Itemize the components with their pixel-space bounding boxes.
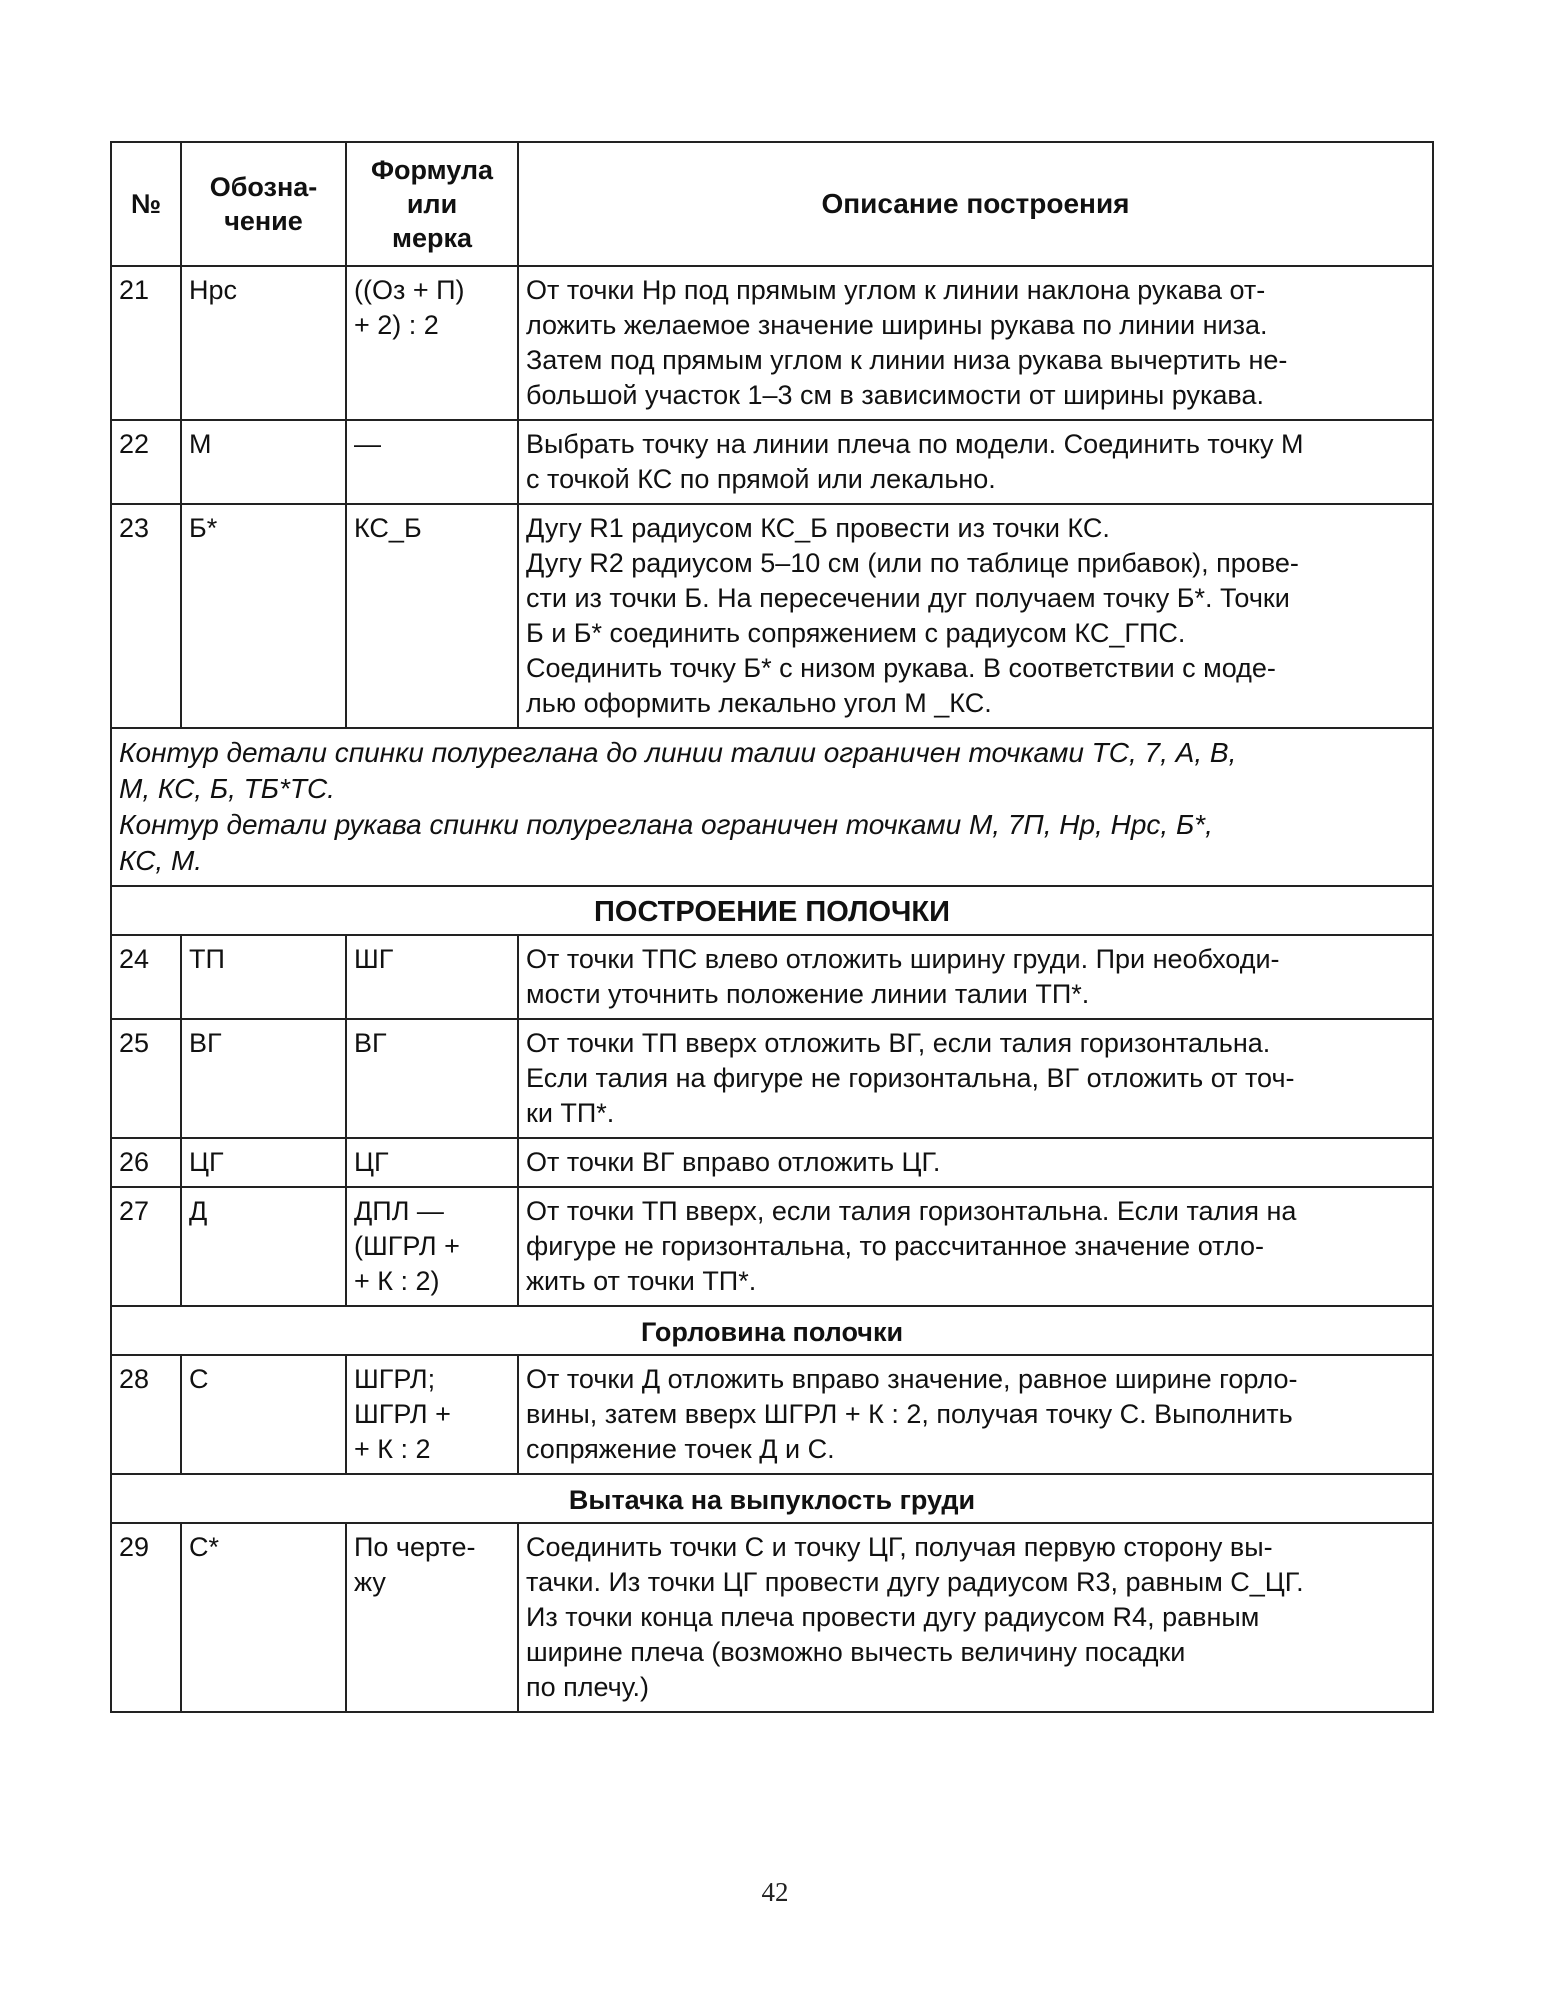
section-heading-front: ПОСТРОЕНИЕ ПОЛОЧКИ — [111, 886, 1433, 935]
section-row — [111, 1474, 1433, 1523]
row-num: 22 — [111, 420, 181, 504]
table-row — [111, 1138, 1433, 1187]
row-designation: С* — [181, 1523, 346, 1712]
row-designation: М — [181, 420, 346, 504]
row-formula: ШГ — [346, 935, 518, 1019]
row-num: 23 — [111, 504, 181, 728]
construction-table — [110, 141, 1434, 1713]
row-designation: Д — [181, 1187, 346, 1306]
contour-note: Контур детали спинки полуреглана до линии талии ограничен точками ТС, 7, А, В, М, КС, Б, ТБ*ТС. Контур детали рукава спинки полуреглана ограничен точками М, 7П, Нр, Нрс, Б*, КС, М. — [111, 728, 1433, 886]
contour-note-row — [111, 728, 1433, 886]
table-row — [111, 266, 1433, 420]
row-designation: Нрс — [181, 266, 346, 420]
table-row — [111, 935, 1433, 1019]
table-header-row — [111, 142, 1433, 266]
row-num: 21 — [111, 266, 181, 420]
row-formula: ШГРЛ; ШГРЛ + + К : 2 — [346, 1355, 518, 1474]
row-designation: ВГ — [181, 1019, 346, 1138]
row-description: Дугу R1 радиусом КС_Б провести из точки КС. Дугу R2 радиусом 5–10 см (или по таблице прибавок), прове- сти из точки Б. На пересечении дуг получаем точку Б*. Точки Б и Б* соединить сопряжением с радиусом КС_ГПС. Соединить точку Б* с низом рукава. В соответствии с моде- лью оформить лекально угол М _КС. — [518, 504, 1433, 728]
row-description: Соединить точки С и точку ЦГ, получая первую сторону вы- тачки. Из точки ЦГ провести дугу радиусом R3, равным С_ЦГ. Из точки конца плеча провести дугу радиусом R4, равным ширине плеча (возможно вычесть величину посадки по плечу.) — [518, 1523, 1433, 1712]
row-formula: ЦГ — [346, 1138, 518, 1187]
row-designation: С — [181, 1355, 346, 1474]
table-row — [111, 1355, 1433, 1474]
row-num: 27 — [111, 1187, 181, 1306]
table-row — [111, 420, 1433, 504]
row-description: От точки ТП вверх, если талия горизонтальна. Если талия на фигуре не горизонтальна, то рассчитанное значение отло- жить от точки ТП*. — [518, 1187, 1433, 1306]
row-description: От точки Нр под прямым углом к линии наклона рукава от- ложить желаемое значение ширины рукава по линии низа. Затем под прямым углом к линии низа рукава вычертить не- большой участок 1–3 см в зависимости от ширины рукава. — [518, 266, 1433, 420]
row-designation: ТП — [181, 935, 346, 1019]
table-row — [111, 1523, 1433, 1712]
page-number: 42 — [761, 1877, 789, 1907]
row-designation: ЦГ — [181, 1138, 346, 1187]
section-heading-dart: Вытачка на выпуклость груди — [111, 1474, 1433, 1523]
row-formula: ДПЛ — (ШГРЛ + + К : 2) — [346, 1187, 518, 1306]
row-description: От точки ВГ вправо отложить ЦГ. — [518, 1138, 1433, 1187]
row-num: 25 — [111, 1019, 181, 1138]
row-formula: — — [346, 420, 518, 504]
row-formula: По черте- жу — [346, 1523, 518, 1712]
row-formula: ВГ — [346, 1019, 518, 1138]
section-heading-neck: Горловина полочки — [111, 1306, 1433, 1355]
table-row — [111, 1019, 1433, 1138]
section-row — [111, 1306, 1433, 1355]
row-formula: ((Оз + П) + 2) : 2 — [346, 266, 518, 420]
header-formula: Формула или мерка — [346, 142, 518, 266]
row-description: Выбрать точку на линии плеча по модели. Соединить точку М с точкой КС по прямой или лекально. — [518, 420, 1433, 504]
row-num: 24 — [111, 935, 181, 1019]
section-row — [111, 886, 1433, 935]
header-num: № — [111, 142, 181, 266]
row-num: 29 — [111, 1523, 181, 1712]
header-description: Описание построения — [518, 142, 1433, 266]
row-num: 28 — [111, 1355, 181, 1474]
row-designation: Б* — [181, 504, 346, 728]
header-designation: Обозна- чение — [181, 142, 346, 266]
row-formula: КС_Б — [346, 504, 518, 728]
table-row — [111, 1187, 1433, 1306]
row-description: От точки ТПС влево отложить ширину груди. При необходи- мости уточнить положение линии талии ТП*. — [518, 935, 1433, 1019]
table-row — [111, 504, 1433, 728]
row-num: 26 — [111, 1138, 181, 1187]
row-description: От точки Д отложить вправо значение, равное ширине горло- вины, затем вверх ШГРЛ + К : 2, получая точку С. Выполнить сопряжение точек Д и С. — [518, 1355, 1433, 1474]
row-description: От точки ТП вверх отложить ВГ, если талия горизонтальна. Если талия на фигуре не горизонтальна, ВГ отложить от точ- ки ТП*. — [518, 1019, 1433, 1138]
